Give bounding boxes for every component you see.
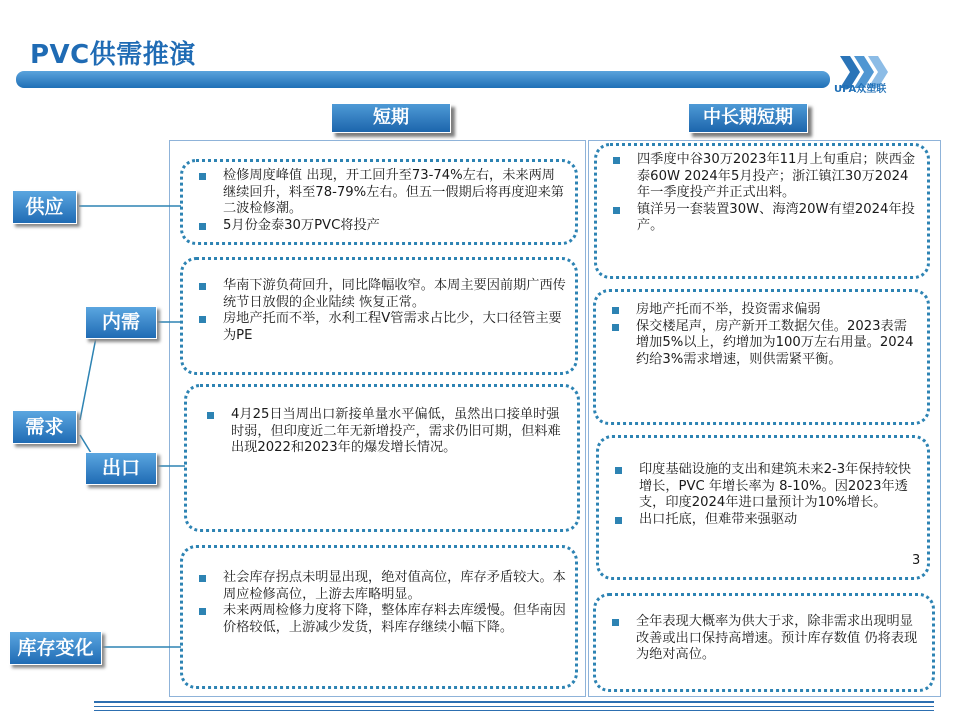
bullet-item: 全年表现大概率为供大于求，除非需求出现明显改善或出口保持高增速。预计库存数值 仍将表现为绝对高位。: [606, 614, 924, 664]
label-domestic: 内需: [85, 306, 157, 339]
bullet-item: 检修周度峰值 出现，开工回升至73-74%左右，未来两周继续回升，料至78-79%左右。但五一假期后将再度迎来第二波检修潮。: [193, 168, 567, 218]
bullet-item: 房地产托而不举，投资需求偏弱: [606, 302, 919, 319]
long-supply-box: [594, 143, 930, 279]
bullet-item: 社会库存拐点未明显出现，绝对值高位，库存矛盾较大。本周应检修高位，上游去库略明显。: [193, 570, 567, 603]
short-inventory-box: [180, 545, 578, 689]
long-inventory-box: [593, 593, 935, 692]
long-export-box: [596, 435, 930, 580]
logo-text: UPA众塑联: [834, 84, 887, 95]
label-inventory: 库存变化: [9, 631, 102, 665]
label-supply: 供应: [12, 190, 77, 224]
short-term-header: 短期: [331, 103, 451, 133]
bullet-item: 5月份金泰30万PVC将投产: [193, 218, 567, 235]
long-domestic-box: [593, 289, 930, 425]
bullet-item: 华南下游负荷回升，同比降幅收窄。本周主要因前期广西传统节日放假的企业陆续 恢复正常。: [193, 278, 567, 311]
bullet-item: 镇洋另一套装置30W、海湾20W有望2024年投产。: [607, 202, 919, 235]
label-demand: 需求: [12, 410, 77, 444]
bullet-item: 保交楼尾声，房产新开工数据欠佳。2023表需增加5%以上，约增加为100万左右用量。2024约给3%需求增速，则供需紧平衡。: [606, 319, 919, 369]
long-term-header: 中长期短期: [688, 103, 808, 133]
bullet-item: 出口托底，但难带来强驱动: [609, 512, 919, 529]
bullet-item: 房地产托而不举，水利工程V管需求占比少，大口径管主要为PE: [193, 311, 567, 344]
short-domestic-box: [180, 257, 578, 375]
short-supply-box: [180, 159, 578, 245]
footer-line: [94, 710, 934, 711]
bullet-item: 未来两周检修力度将下降，整体库存料去库缓慢。但华南因价格较低，上游减少发货，料库存继续小幅下降。: [193, 603, 567, 636]
page-number: 3: [912, 553, 921, 568]
footer-line: [94, 706, 934, 707]
label-export: 出口: [85, 452, 157, 485]
short-export-box: [184, 384, 580, 532]
bullet-item: 四季度中谷30万2023年11月上旬重启；陕西金泰60W 2024年5月投产；浙江镇江30万2024年一季度投产并正式出料。: [607, 152, 919, 202]
bullet-item: 4月25日当周出口新接单量水平偏低，虽然出口接单时强时弱，但印度近二年无新增投产，需求仍旧可期，但料难出现2022和2023年的爆发增长情况。: [201, 407, 569, 457]
footer-line: [94, 701, 934, 703]
page-title: PVC供需推演: [30, 40, 196, 70]
bullet-item: 印度基础设施的支出和建筑未来2-3年保持较快增长，PVC 年增长率为 8-10%。因2023年透支，印度2024年进口量预计为10%增长。: [609, 462, 919, 512]
